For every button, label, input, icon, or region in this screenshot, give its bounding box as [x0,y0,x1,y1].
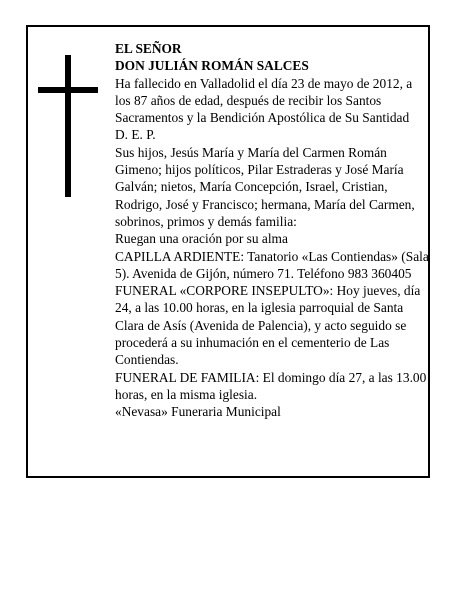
obituary-text [115,40,429,421]
chapel-info: CAPILLA ARDIENTE: Tanatorio «Las Contiendas» (Sala 5). Avenida de Gijón, número 71. Teléfono 983 360405 [115,248,429,281]
deceased-name: DON JULIÁN ROMÁN SALCES [115,58,309,74]
deceased-title: EL SEÑOR [115,41,182,56]
cross-vertical-bar [65,55,71,197]
funeral-info: FUNERAL «CORPORE INSEPULTO»: Hoy jueves, día 24, a las 10.00 horas, en la iglesia parroquial de Santa Clara de Asís (Avenida de Palencia), y acto seguido se procederá a su inhumación en el cementerio de Las Contiendas. [115,283,421,368]
family-funeral-info: FUNERAL DE FAMILIA: El domingo día 27, a las 13.00 horas, en la misma iglesia. [115,369,427,402]
latin-cross-icon [38,55,98,197]
family-members: Sus hijos, Jesús María y María del Carmen Román Gimeno; hijos políticos, Pilar Estraderas y José María Galván; nietos, María Concepción, Israel, Cristian, Rodrigo, José y Francisco; hermana, María del Carmen, sobrinos, primos y demás familia: [115,144,415,229]
funeral-home: «Nevasa» Funeraria Municipal [115,404,281,420]
prayer-request: Ruegan una oración por su alma [115,231,288,247]
rest-in-peace: D. E. P. [115,127,156,143]
cross-horizontal-bar [38,87,98,93]
obituary-notice [26,25,430,478]
death-announcement: Ha fallecido en Valladolid el día 23 de mayo de 2012, a los 87 años de edad, después de recibir los Santos Sacramentos y la Bendición Apostólica de Su Santidad [115,75,413,126]
